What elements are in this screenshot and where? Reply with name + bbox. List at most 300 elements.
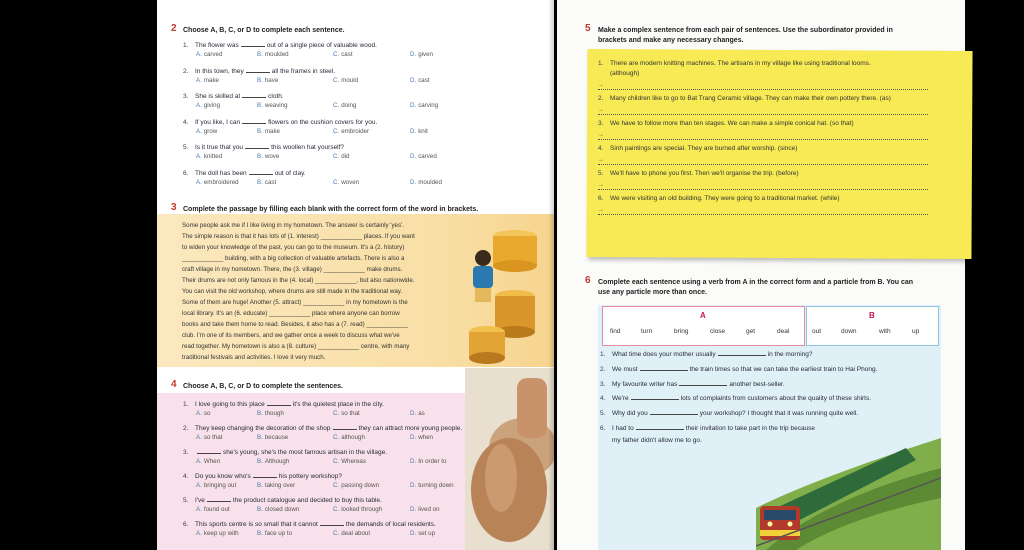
answer-option [196,51,222,59]
answer-option [196,410,210,418]
question-text-after: the demands of local residents. [345,521,436,528]
question [183,520,436,529]
answer-line: → [598,207,928,215]
sentence-text: Many children like to go to Bat Trang Ceramic village. They can make their own pottery there. (as) [610,95,891,102]
option-letter: B. [257,434,263,441]
train-illustration [756,438,941,550]
sentence-pair [598,120,854,128]
option-letter: B. [257,127,263,135]
option-text: make [264,127,280,135]
option-letter: D. [410,530,417,537]
answer-option [333,128,369,136]
option-text: so that [203,434,223,441]
answer-option [333,458,366,466]
answer-option [257,482,295,490]
passage-line: You can visit the old workshop, where drums are still made in the traditional way. [182,288,403,295]
answer-blank [679,380,727,386]
exercise-5-title-line1: Make a complex sentence from each pair of sentences. Use the subordinator provided in [598,27,893,34]
answer-option [196,530,239,538]
exercise-5-title-line2: brackets and make any necessary changes. [598,37,744,44]
passage-line: The simple reason is that it has lots of (1. interest) ____________ places. If you want [182,233,415,240]
option-letter: B. [257,530,263,537]
option-text: In order to [418,458,447,465]
verb-a: find [610,328,621,335]
option-text: lived on [418,506,440,513]
option-text: set up [418,530,436,537]
answer-blank [636,424,684,430]
answer-option [257,434,288,442]
drum-illustration [467,216,554,366]
question-number: 2. [183,425,189,432]
question [183,67,335,76]
answer-blank [650,409,698,415]
question-number: 4. [183,118,189,126]
option-letter: A. [196,410,202,417]
answer-option [333,410,360,418]
question [183,118,377,127]
question-text-after: it's the quietest place in the city. [292,401,384,408]
option-letter: D. [410,153,417,160]
passage-line: local library. It's an (6. educate) ____________ place where anyone can borrow [182,310,400,317]
sentence-text: Sinh paintings are special. They are burned after worship. (since) [610,145,798,152]
question-text-before: We're [612,395,629,403]
question-number: 4. [183,473,189,480]
option-text: make [203,76,219,84]
question [600,409,858,418]
option-letter: C. [333,458,340,465]
option-letter: B. [257,102,263,109]
option-letter: C. [333,506,340,513]
question-text-before: In this town, they [195,67,244,75]
answer-option [196,506,230,514]
option-text: embroidered [203,178,239,186]
answer-option [257,410,284,418]
option-letter: A. [196,434,202,441]
question-text-after: another best-seller. [729,380,785,388]
option-text: passing down [341,482,380,489]
particle-b: with [879,328,891,335]
sentence-pair [598,195,840,203]
option-letter: A. [196,153,202,160]
option-text: knitted [203,153,223,160]
answer-option [257,530,292,538]
answer-option [333,153,349,161]
option-letter: D. [410,410,417,417]
option-letter: D. [410,178,417,186]
question [600,380,785,389]
option-text: cast [264,178,277,186]
option-text: moulded [418,178,442,186]
question-text-after: in the morning? [767,351,813,358]
sentence-text: There are modern knitting machines. The artisans in my village like using traditional looms. [610,60,871,67]
question [183,472,342,481]
passage-line: craft village in my hometown. There, the (3. village) ____________ make drums. [182,266,403,273]
answer-line: → [598,107,928,115]
question [183,424,462,433]
exercise-5-number: 5 [585,23,591,34]
option-letter: B. [257,482,263,489]
option-text: cast [341,51,353,58]
question-text-after: your workshop? I thought that it was running quite well. [699,410,859,418]
question-number: 1. [183,42,189,49]
option-text: though [264,410,284,417]
option-letter: B. [257,76,263,84]
option-text: face up to [264,530,293,537]
question-text-before: My favourite writer has [612,380,678,388]
option-text: Whereas [341,458,366,465]
question-text-after: the product catalogue and decided to buy this table. [232,497,382,504]
question [600,365,877,374]
option-text: wove [264,153,280,160]
exercise-6-title-line2: use any particle more than once. [598,289,707,296]
answer-option [333,102,356,110]
answer-line: → [598,182,928,190]
verb-a: turn [641,328,653,335]
question [183,92,284,101]
option-letter: D. [410,102,417,109]
exercise-4-title: Choose A, B, C, or D to complete the sentences. [183,383,343,390]
question-number: 5. [183,144,189,151]
exercise-4-number: 4 [171,379,177,390]
option-letter: A. [196,482,202,489]
question-number: 1. [600,351,606,358]
option-letter: A. [196,458,202,465]
verb-a: get [746,328,756,335]
question-number: 6. [183,169,189,177]
option-letter: D. [410,434,417,441]
question-text-before: Do you know who's [195,473,251,480]
answer-option [333,482,379,490]
answer-blank [246,67,270,73]
answer-blank [267,400,291,406]
option-letter: C. [333,51,340,58]
question-text-before: The flower was [195,42,239,49]
question-number: 4. [598,145,604,152]
answer-option [333,434,365,442]
question [600,424,815,433]
sentence-pair [598,170,799,178]
question-text-after: out of clay. [274,169,306,177]
passage-line: Some of them are huge! Another (5. attract) ____________ in my hometown is the [182,299,408,306]
option-text: did [341,153,350,160]
passage-line: Some people ask me if I like living in my hometown. The answer is certainly 'yes'. [182,222,404,229]
question-text-before: What time does your mother usually [612,351,716,358]
option-text: so [203,410,211,417]
answer-blank [253,472,277,478]
option-letter: C. [333,530,340,537]
particle-b: down [841,328,857,335]
answer-option [410,153,437,161]
option-letter: B. [257,178,263,186]
sentence-pair [598,95,891,103]
option-letter: A. [196,51,202,58]
option-text: because [264,434,289,441]
option-letter: A. [196,76,202,84]
option-letter: B. [257,410,263,417]
option-letter: B. [257,153,263,160]
answer-blank [197,448,221,454]
answer-option [196,102,220,110]
answer-option [196,77,219,85]
passage-line: traditional festivals and activities. I love it very much. [182,354,326,361]
verb-a: bring [674,328,689,335]
answer-option [410,410,425,418]
answer-blank [333,424,357,430]
question-text-after: out of a single piece of valuable wood. [266,42,377,49]
question-text-after: they can attract more young people. [358,425,463,432]
answer-option [410,128,428,136]
option-text: mould [341,76,359,84]
question-text-after: all the frames in steel. [271,67,336,75]
answer-option [410,51,433,59]
answer-option [257,77,278,85]
passage-line: to widen your knowledge of the past, you can go to the museum. It's a (2. history) [182,244,405,251]
sentence-pair [598,145,797,153]
option-letter: B. [257,51,263,58]
option-text: moulded [264,51,289,58]
column-a-label: A [700,311,706,320]
question-text-after: their invitation to take part in the trip because [685,425,816,432]
answer-blank [249,169,273,175]
answer-option [410,530,435,538]
question-text-before: This sports centre is so small that it cannot [195,521,318,528]
answer-option [196,153,222,161]
option-letter: A. [196,530,202,537]
option-text: bringing out [203,482,237,489]
question-number: 3. [598,120,604,127]
answer-line: → [598,82,928,90]
answer-blank [241,41,265,47]
question-text-after: the train times so that we can take the earliest train to Hai Phong. [689,365,878,373]
question-number: 2. [183,67,189,75]
question [183,169,306,178]
answer-blank [242,118,266,124]
exercise-6-number: 6 [585,275,591,286]
option-text: looked through [341,506,383,513]
answer-option [196,128,217,136]
option-letter: C. [333,482,340,489]
option-text: so that [341,410,360,417]
question-number: 6. [183,521,189,528]
question-text-before: We must [612,365,638,373]
passage-line: Their drums are not only famous in the (4. local) ____________, but also nationwide. [182,277,415,284]
answer-option [333,51,353,59]
option-text: carving [418,102,439,109]
answer-option [257,506,299,514]
option-text: as [418,410,425,417]
answer-option [333,530,370,538]
option-text: taking over [264,482,296,489]
option-text: carved [203,51,223,58]
question-text-after: flowers on the cushion covers for you. [268,118,378,126]
option-letter: C. [333,153,340,160]
option-text: cast [418,76,430,84]
question-number: 1. [598,60,604,67]
option-letter: B. [257,506,263,513]
question-number: 4. [600,395,606,403]
answer-option [257,128,280,136]
answer-option [333,179,359,187]
exercise-2-number: 2 [171,23,177,34]
answer-blank [245,143,269,149]
question-number: 3. [183,449,189,456]
verb-a: close [710,328,726,335]
verb-a: deal [777,328,790,335]
answer-option [410,102,438,110]
question-number: 2. [598,95,604,102]
question [600,394,871,403]
question-text-before: They keep changing the decoration of the shop [195,425,331,432]
option-letter: D. [410,76,417,84]
answer-option [196,482,236,490]
question-text-before: I had to [612,425,634,432]
question [183,496,382,505]
sentence-text: We have to follow more than ten stages. We can make a simple conical hat. (so that) [610,120,854,127]
question-text-before: If you like, I can [195,118,241,126]
option-letter: D. [410,458,417,465]
question-text-before: The doll has been [195,169,247,177]
option-letter: D. [410,482,417,489]
answer-option [196,179,239,187]
question-number: 5. [598,170,604,177]
answer-option [410,458,446,466]
option-text: When [203,458,221,465]
option-letter: C. [333,178,340,186]
question-text-after: she's young, she's the most famous artisan in the village. [223,449,387,456]
answer-option [257,153,279,161]
option-letter: D. [410,127,417,135]
sentence-text: We were visiting an old building. They were going to a traditional market. (while) [610,195,840,202]
answer-blank [207,496,231,502]
left-page [157,0,554,550]
particle-b: out [812,328,822,335]
answer-option [257,458,289,466]
question-text-after: lots of complaints from customers about the quality of these shirts. [680,395,872,403]
column-b-label: B [869,311,875,320]
option-text: keep up with [203,530,239,537]
option-letter: C. [333,102,340,109]
option-text: grow [203,127,218,135]
question-number: 6. [600,425,606,432]
option-text: deal about [341,530,371,537]
answer-line: → [598,157,928,165]
answer-option [257,102,288,110]
question-continued: my father didn't allow me to go. [612,437,702,444]
question [183,400,384,409]
question-number: 5. [600,410,606,418]
question-text-before: I've [195,497,205,504]
option-letter: C. [333,434,340,441]
question-text-before: Why did you [612,410,648,418]
option-text: woven [341,178,360,186]
answer-option [410,506,440,514]
option-text: found out [203,506,230,513]
question [183,41,377,50]
option-text: have [264,76,279,84]
sentence-pair [598,60,871,68]
option-letter: C. [333,76,340,84]
question-text-before: She is skilled at [195,93,241,100]
question-number: 1. [183,401,189,408]
option-text: doing [341,102,357,109]
passage-line: read together. My hometown is also a (8. culture) ____________ centre, with many [182,343,410,350]
answer-blank [631,394,679,400]
answer-blank [320,520,344,526]
answer-option [410,482,454,490]
answer-option [257,179,276,187]
pottery-vase-illustration [465,368,554,550]
question-number: 2. [600,365,606,373]
option-text: when [418,434,433,441]
answer-line: → [598,132,928,140]
question-number: 3. [600,380,606,388]
option-text: knit [418,127,428,135]
option-text: Although [264,458,290,465]
option-text: giving [203,102,221,109]
question-number: 5. [183,497,189,504]
option-letter: A. [196,127,202,135]
option-text: turning down [418,482,454,489]
question-text-after: cloth. [268,93,284,100]
answer-option [333,506,382,514]
option-letter: A. [196,178,202,186]
question [183,143,344,152]
question [600,350,813,359]
exercise-3-title: Complete the passage by filling each blank with the correct form of the word in brackets. [183,206,479,213]
option-letter: C. [333,127,340,135]
option-text: embroider [341,127,370,135]
passage-line: books and take them home to read. Besides, it also has a (7. read) ____________ [182,321,408,328]
question-number: 6. [598,195,604,202]
option-letter: A. [196,506,202,513]
sticky-note [586,49,972,259]
sentence-pair-continued: (although) [610,70,640,77]
option-letter: D. [410,506,417,513]
option-text: although [341,434,365,441]
answer-blank [640,365,688,371]
answer-option [333,77,358,85]
question-text-before: Is it true that you [195,144,244,151]
answer-blank [718,350,766,356]
answer-option [257,51,289,59]
passage-line: club. I'm one of its members, and we gather once a week to discuss what we've [182,332,400,339]
exercise-2-title: Choose A, B, C, or D to complete each sentence. [183,27,345,34]
option-letter: B. [257,458,263,465]
option-text: weaving [264,102,288,109]
question-text-before: I love going to this place [195,401,265,408]
answer-option [196,458,220,466]
question-text-after: his pottery workshop? [278,473,343,480]
question [183,448,387,457]
option-text: closed down [264,506,300,513]
answer-option [410,77,430,85]
sentence-text: We'll have to phone you first. Then we'll organise the trip. (before) [610,170,799,177]
answer-blank [242,92,266,98]
question-text-after: this woollen hat yourself? [271,144,345,151]
exercise-6-title-line1: Complete each sentence using a verb from A in the correct form and a particle from B. You can [598,279,914,286]
option-letter: A. [196,102,202,109]
answer-option [196,434,222,442]
answer-option [410,179,442,187]
answer-option [410,434,433,442]
question-number: 3. [183,93,189,100]
option-text: given [418,51,433,58]
passage-line: ____________ building, with a big collection of valuable artefacts. There is also a [182,255,405,262]
option-letter: D. [410,51,417,58]
option-letter: C. [333,410,340,417]
particle-b: up [912,328,920,335]
option-text: carved [418,153,437,160]
